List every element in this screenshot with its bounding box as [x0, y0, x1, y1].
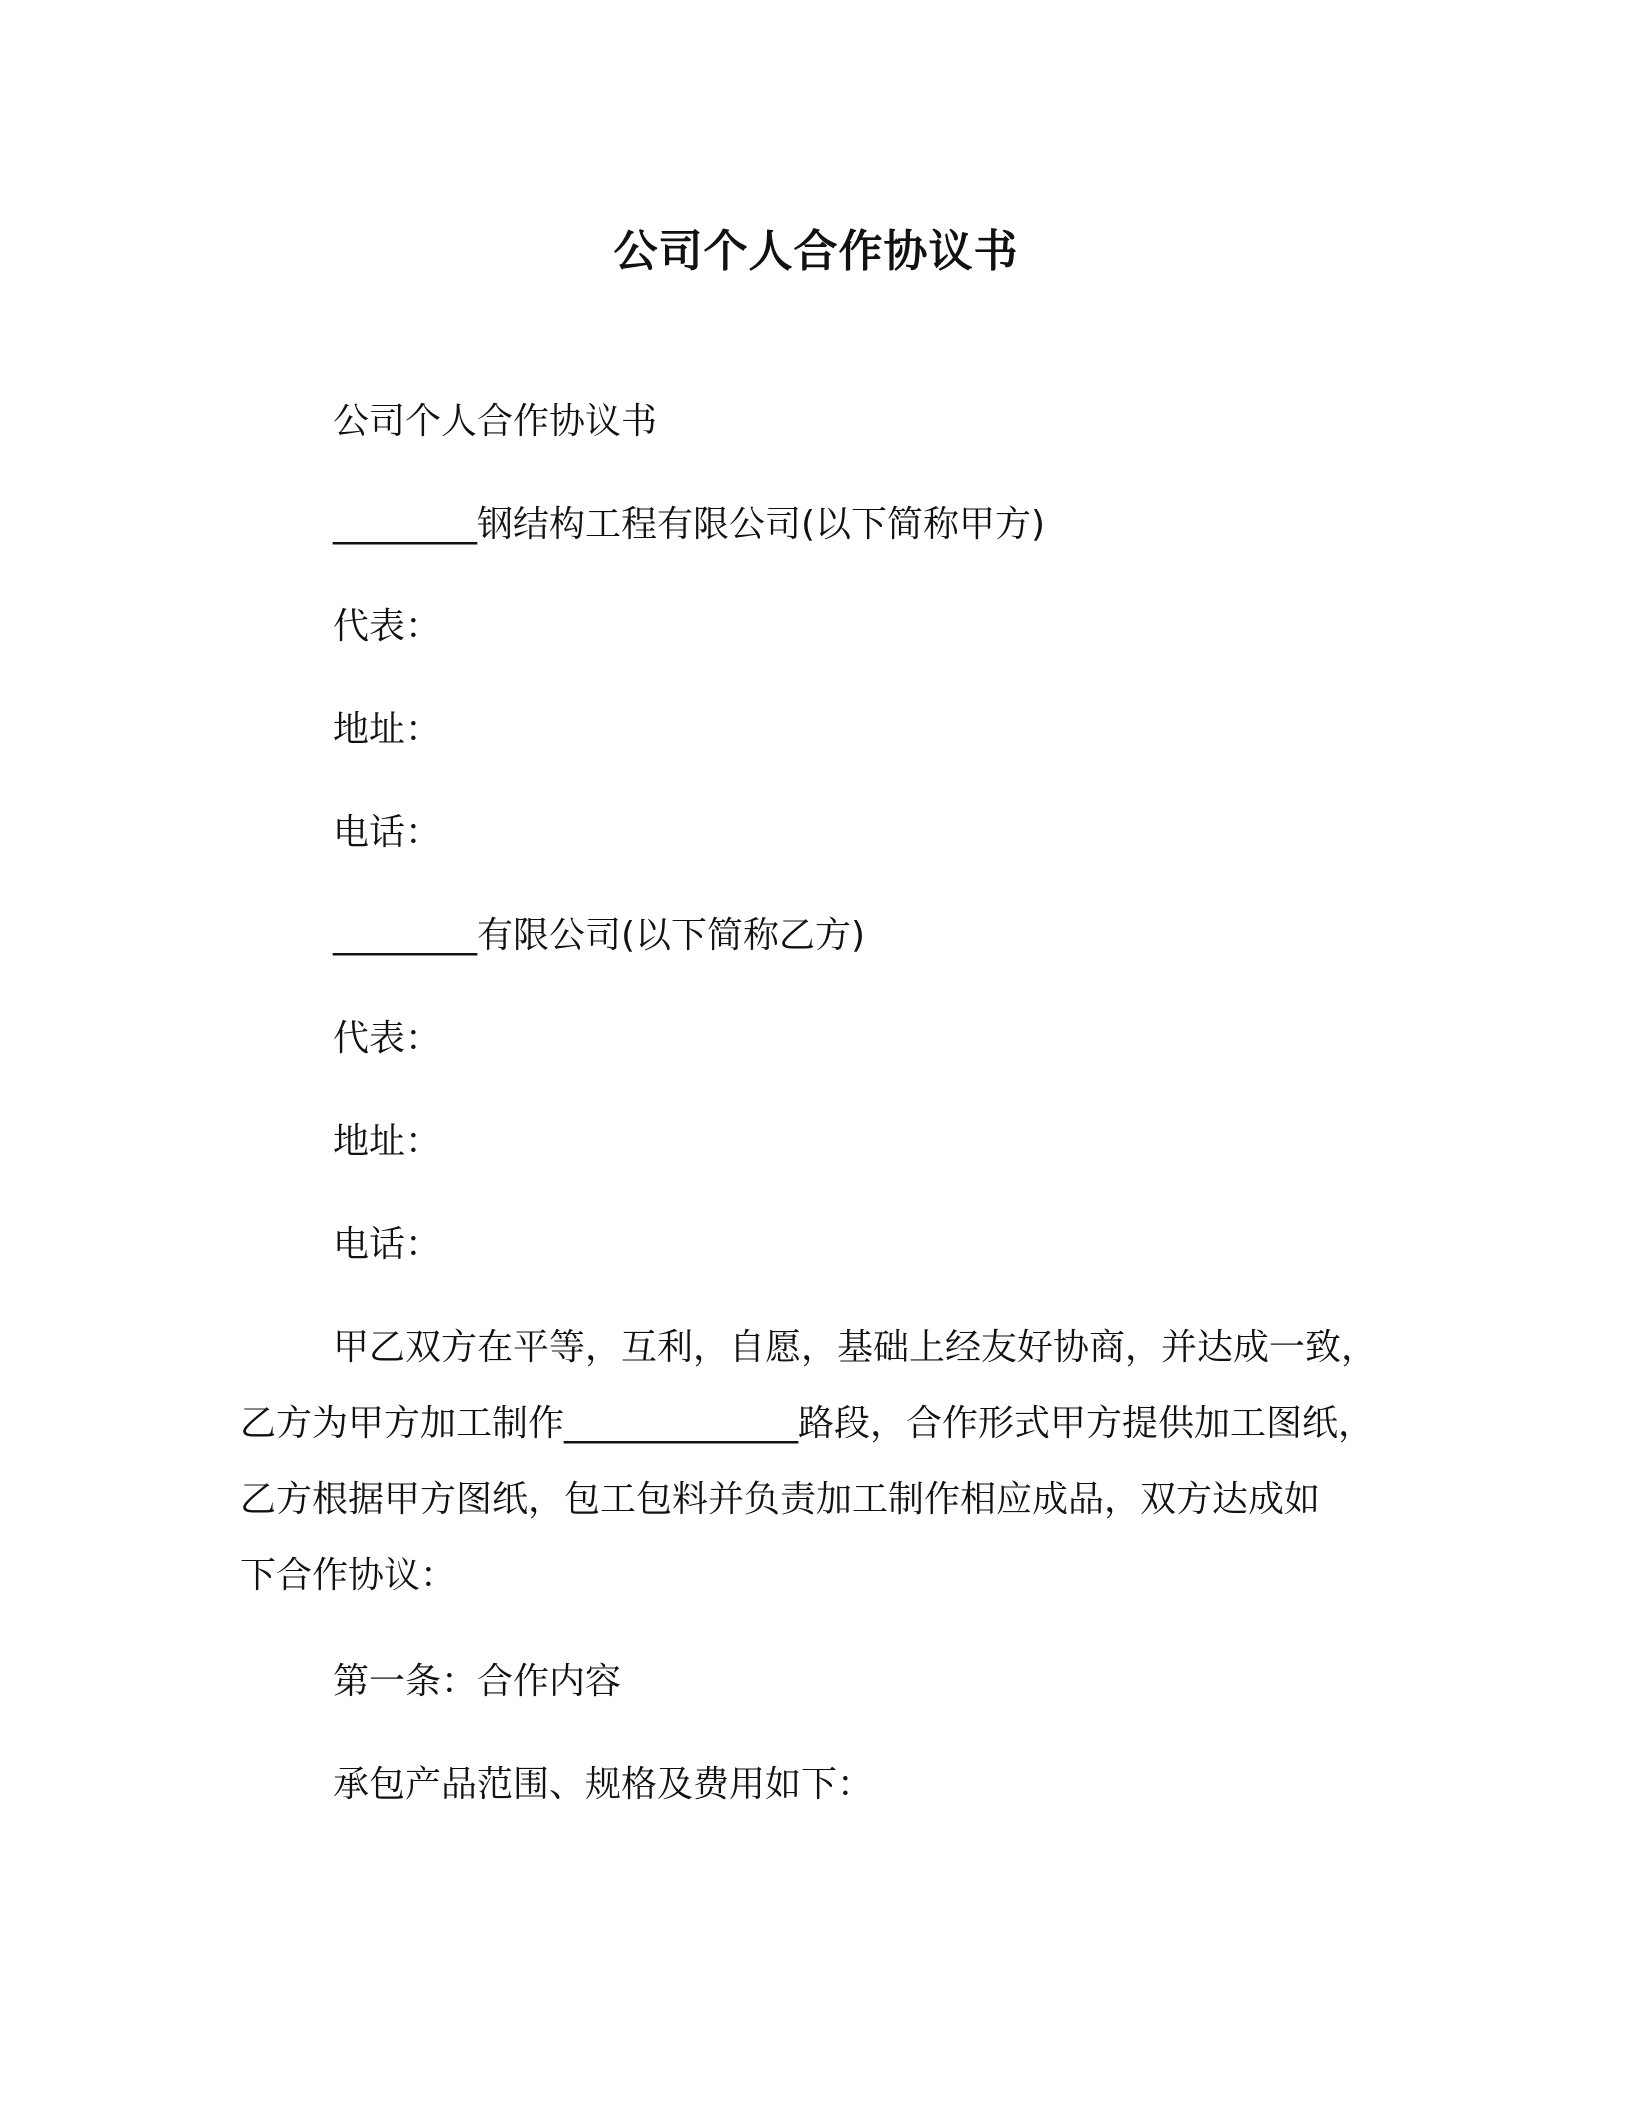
party-b-phone: 电话： — [333, 1224, 442, 1265]
article-1-heading: 第一条：合作内容 — [333, 1661, 622, 1702]
intro-line: 下合作协议： — [240, 1555, 457, 1596]
party-a-address: 地址： — [333, 709, 442, 750]
party-b-address: 地址： — [333, 1121, 442, 1162]
party-b-name-line: ________有限公司(以下简称乙方) — [333, 915, 866, 956]
party-a-phone: 电话： — [333, 812, 442, 853]
party-b-representative: 代表： — [333, 1018, 442, 1059]
party-a-representative: 代表： — [333, 606, 442, 647]
intro-line: 乙方为甲方加工制作_____________路段，合作形式甲方提供加工图纸， — [240, 1403, 1375, 1444]
intro-paragraph — [240, 1310, 1377, 1614]
party-a-name-line: ________钢结构工程有限公司(以下简称甲方) — [333, 504, 1046, 545]
article-1-text: 承包产品范围、规格及费用如下： — [333, 1764, 874, 1805]
document-subtitle: 公司个人合作协议书 — [333, 401, 658, 442]
document-title: 公司个人合作协议书 — [613, 226, 1019, 277]
intro-line: 乙方根据甲方图纸，包工包料并负责加工制作相应成品，双方达成如 — [240, 1479, 1321, 1520]
intro-line: 甲乙双方在平等，互利，自愿，基础上经友好协商，并达成一致， — [333, 1327, 1378, 1368]
